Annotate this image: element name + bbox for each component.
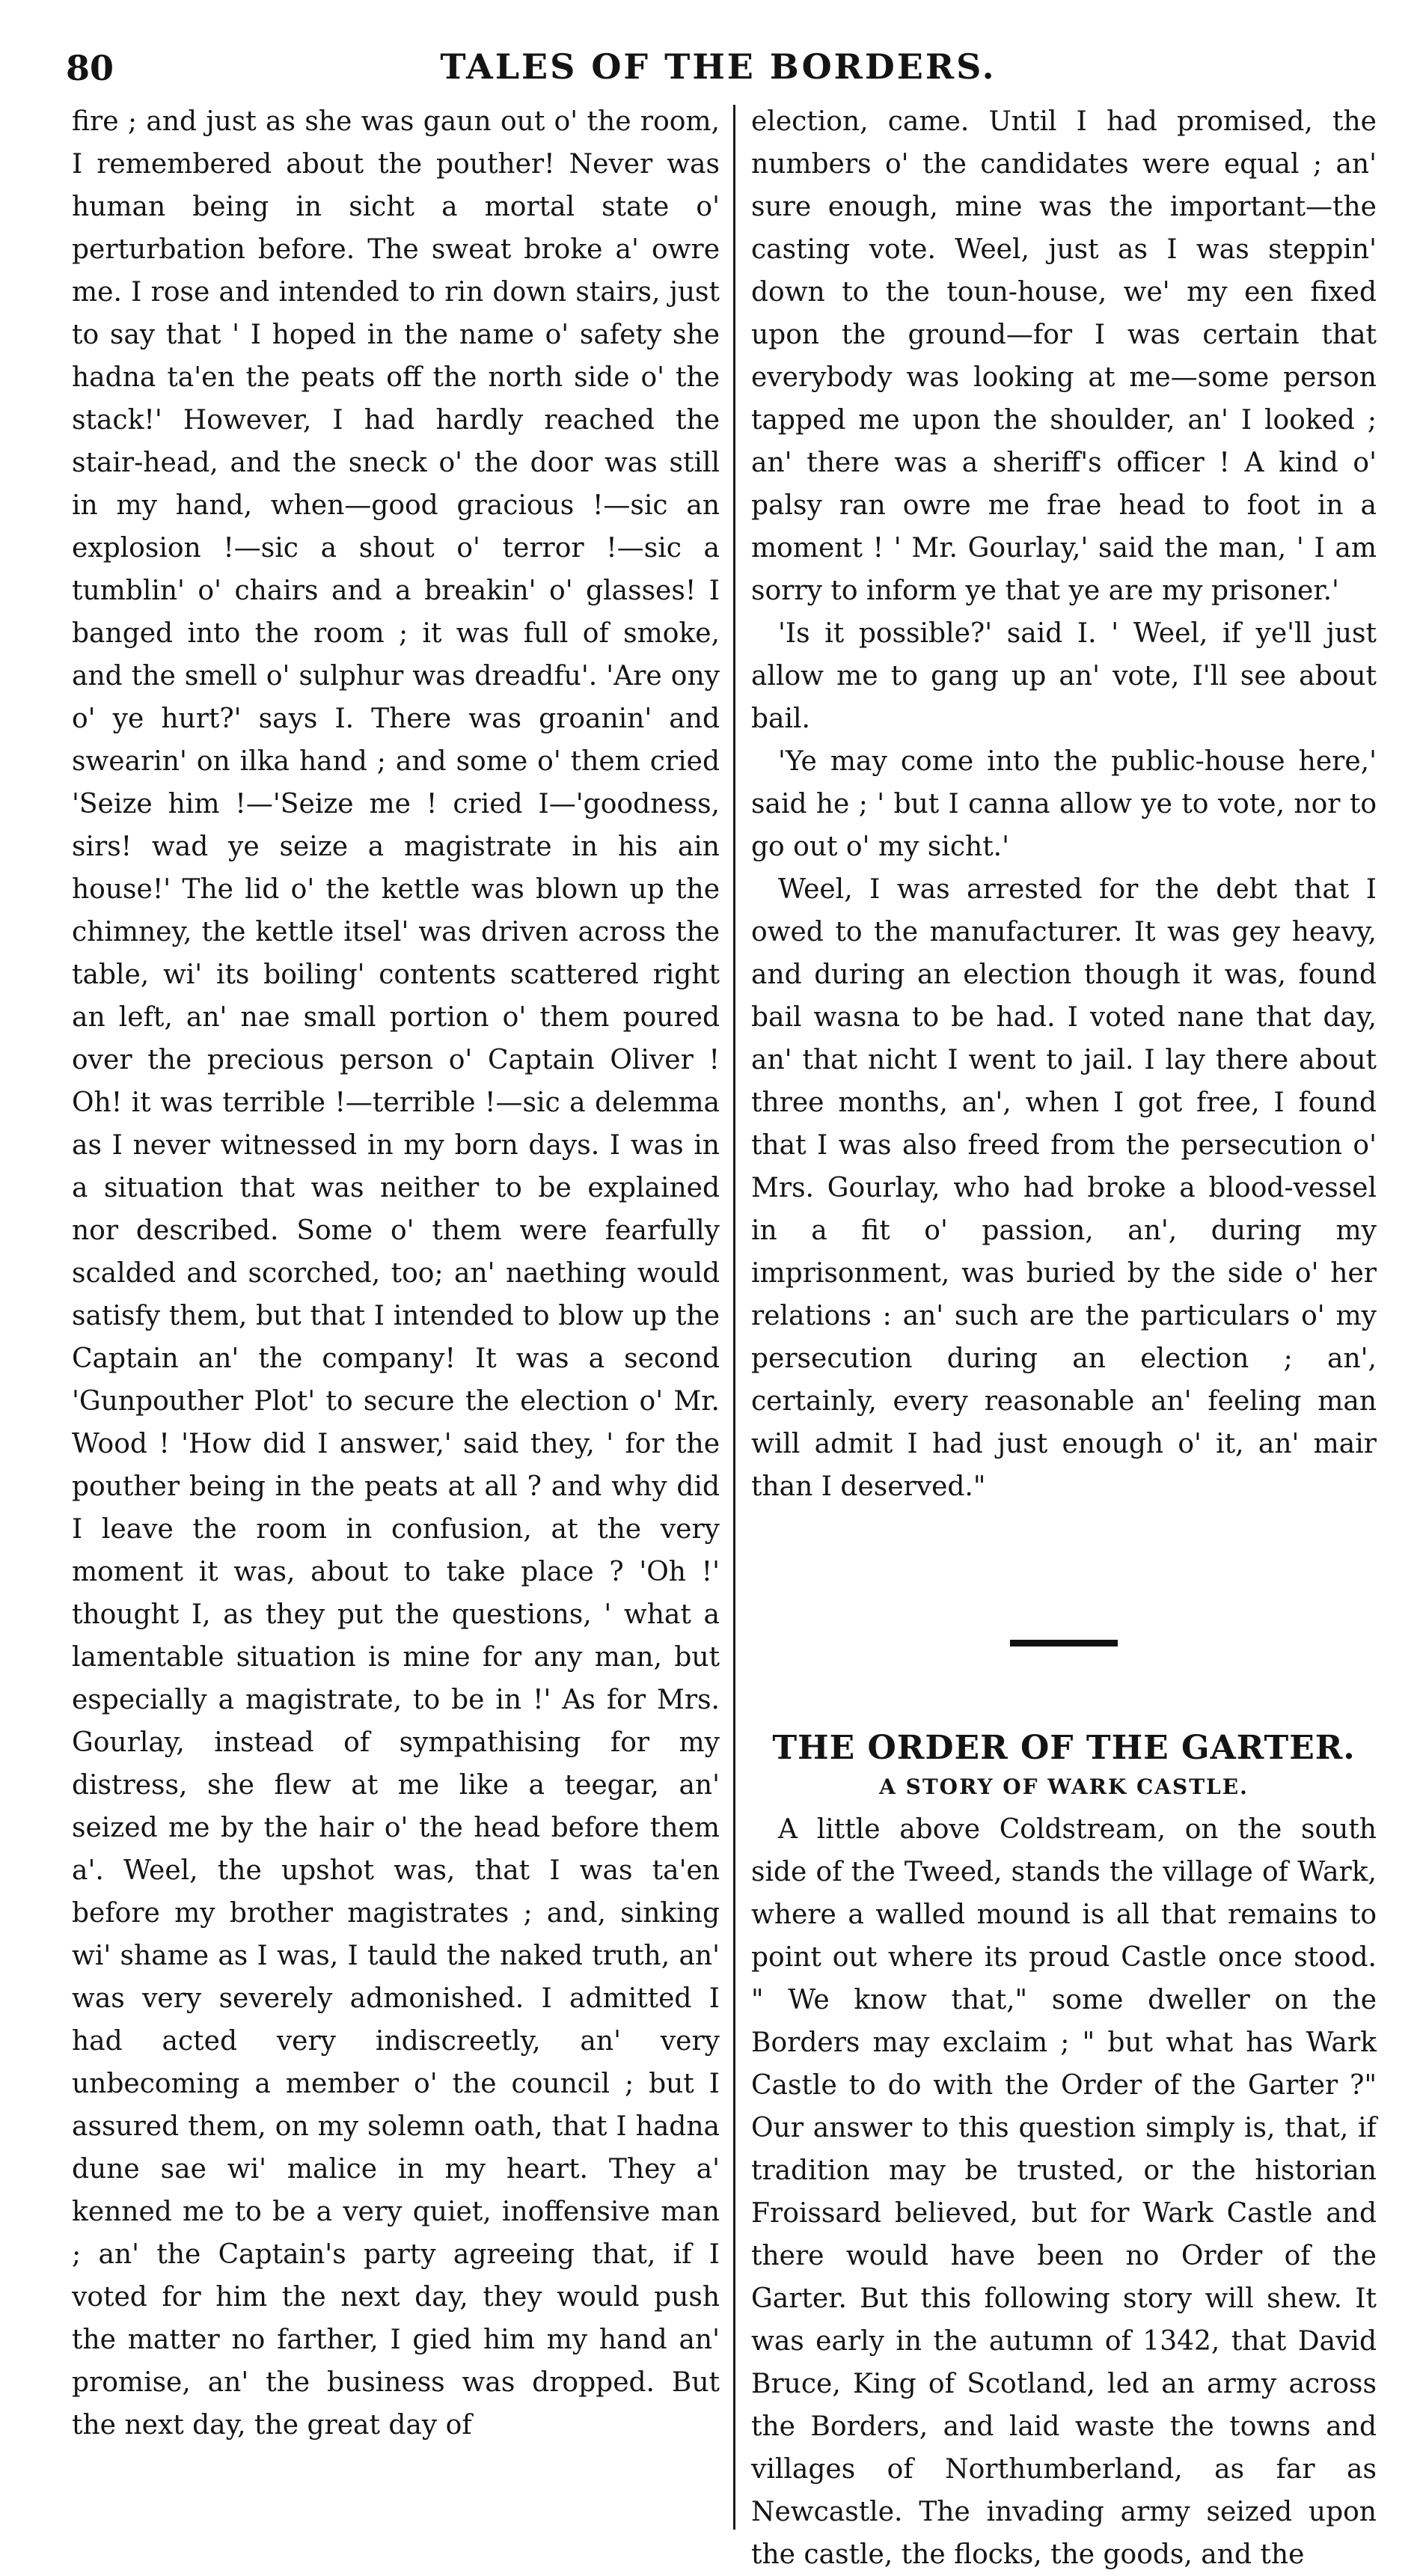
left-column bbox=[72, 100, 720, 2518]
running-title: TALES OF THE BORDERS. bbox=[440, 46, 997, 87]
right-paragraph: 'Ye may come into the public-house here,' said he ; ' but I canna allow ye to vote, nor to go out o' my sicht.' bbox=[751, 746, 1377, 862]
right-paragraph: election, came. Until I had promised, the numbers o' the candidates were equal ; an' sure enough, mine was the important—the casting vote. Weel, just as I was steppin' down to the toun-house, we' my een fixed upon the ground—for I was certain that everybody was looking at me—some person tapped me upon the shoulder, an' I looked ; an' there was a sheriff's officer ! A kind o' palsy ran owre me frae head to foot in a moment ! ' Mr. Gourlay,' said the man, ' I am sorry to inform ye that ye are my prisoner.' bbox=[751, 106, 1377, 606]
page-header bbox=[60, 43, 1377, 96]
left-paragraph: fire ; and just as she was gaun out o' the room, I remembered about the pouther! Never was human being in sicht a mortal state o' perturbation before. The sweat broke a' owre me. I rose and intended to rin down stairs, just to say that ' I hoped in the name o' safety she hadna ta'en the peats off the north side o' the stack!' However, I had hardly reached the stair-head, and the sneck o' the door was still in my hand, when—good gracious !—sic an explosion !—sic a shout o' terror !—sic a tumblin' o' chairs and a breakin' o' glasses! I banged into the room ; it was full of smoke, and the smell o' sulphur was dreadfu'. 'Are ony o' ye hurt?' says I. There was groanin' and swearin' on ilka hand ; and some o' them cried 'Seize him !—'Seize me ! cried I—'goodness, sirs! wad ye seize a magistrate in his ain house!' The lid o' the kettle was blown up the chimney, the kettle itsel' was driven across the table, wi' its boiling' contents scattered right an left, an' nae small portion o' them poured over the precious person o' Captain Oliver ! Oh! it was terrible !—terrible !—sic a delemma as I never witnessed in my born days. I was in a situation that was neither to be explained nor described. Some o' them were fearfully scalded and scorched, too; an' naething would satisfy them, but that I intended to blow up the Captain an' the company! It was a second 'Gunpouther Plot' to secure the election o' Mr. Wood ! 'How did I answer,' said they, ' for the pouther being in the peats at all ? and why did I leave the room in confusion, at the very moment it was, about to take place ? 'Oh !' thought I, as they put the questions, ' what a lamentable situation is mine for any man, but especially a magistrate, to be in !' As for Mrs. Gourlay, instead of sympathising for my distress, she flew at me like a teegar, an' seized me by the hair o' the head before them a'. Weel, the upshot was, that I was ta'en before my brother magistrates ; and, sinking wi' shame as I was, I tauld the naked truth, an' was very severely admonished. I admitted I had acted very indiscreetly, an' very unbecoming a member o' the council ; but I assured them, on my solemn oath, that I hadna dune sae wi' malice in my heart. They a' kenned me to be a very quiet, inoffensive man ; an' the Captain's party agreeing that, if I voted for him the next day, they would push the matter no farther, I gied him my hand an' promise, an' the business was dropped. But the next day, the great day of bbox=[72, 106, 720, 2441]
story-title: THE ORDER OF THE GARTER. bbox=[772, 1729, 1356, 1767]
column-rule bbox=[733, 105, 735, 2530]
right-paragraph: Weel, I was arrested for the debt that I owed to the manufacturer. It was gey heavy, and during an election though it was, found bail wasna to be had. I voted nane that day, an' that nicht I went to jail. I lay there about three months, an', when I got free, I found that I was also freed from the persecution o' Mrs. Gourlay, who had broke a blood-vessel in a fit o' passion, an', during my imprisonment, was buried by the side o' her relations : an' such are the particulars o' my persecution during an election ; an', certainly, every reasonable an' feeling man will admit I had just enough o' it, an' mair than I deserved." bbox=[751, 874, 1377, 1502]
story-subtitle: A STORY OF WARK CASTLE. bbox=[879, 1774, 1249, 1799]
section-separator bbox=[1010, 1640, 1118, 1646]
story-paragraph: A little above Coldstream, on the south side of the Tweed, stands the village of Wark, where a walled mound is all that remains to point out where its proud Castle once stood. " We know that," some dweller on the Borders may exclaim ; " but what has Wark Castle to do with the Order of the Garter ?" Our answer to this question simply is, that, if tradition may be trusted, or the historian Froissard believed, but for Wark Castle and there would have been no Order of the Garter. But this following story will shew. It was early in the autumn of 1342, that David Bruce, King of Scotland, led an army across the Borders, and laid waste the towns and villages of Northumberland, as far as Newcastle. The invading army seized upon the castle, the flocks, the goods, and the bbox=[751, 1814, 1377, 2570]
page-number: 80 bbox=[66, 48, 114, 88]
right-paragraph: 'Is it possible?' said I. ' Weel, if ye'll just allow me to gang up an' vote, I'll see about bail. bbox=[751, 618, 1377, 734]
right-column bbox=[751, 100, 1377, 2570]
